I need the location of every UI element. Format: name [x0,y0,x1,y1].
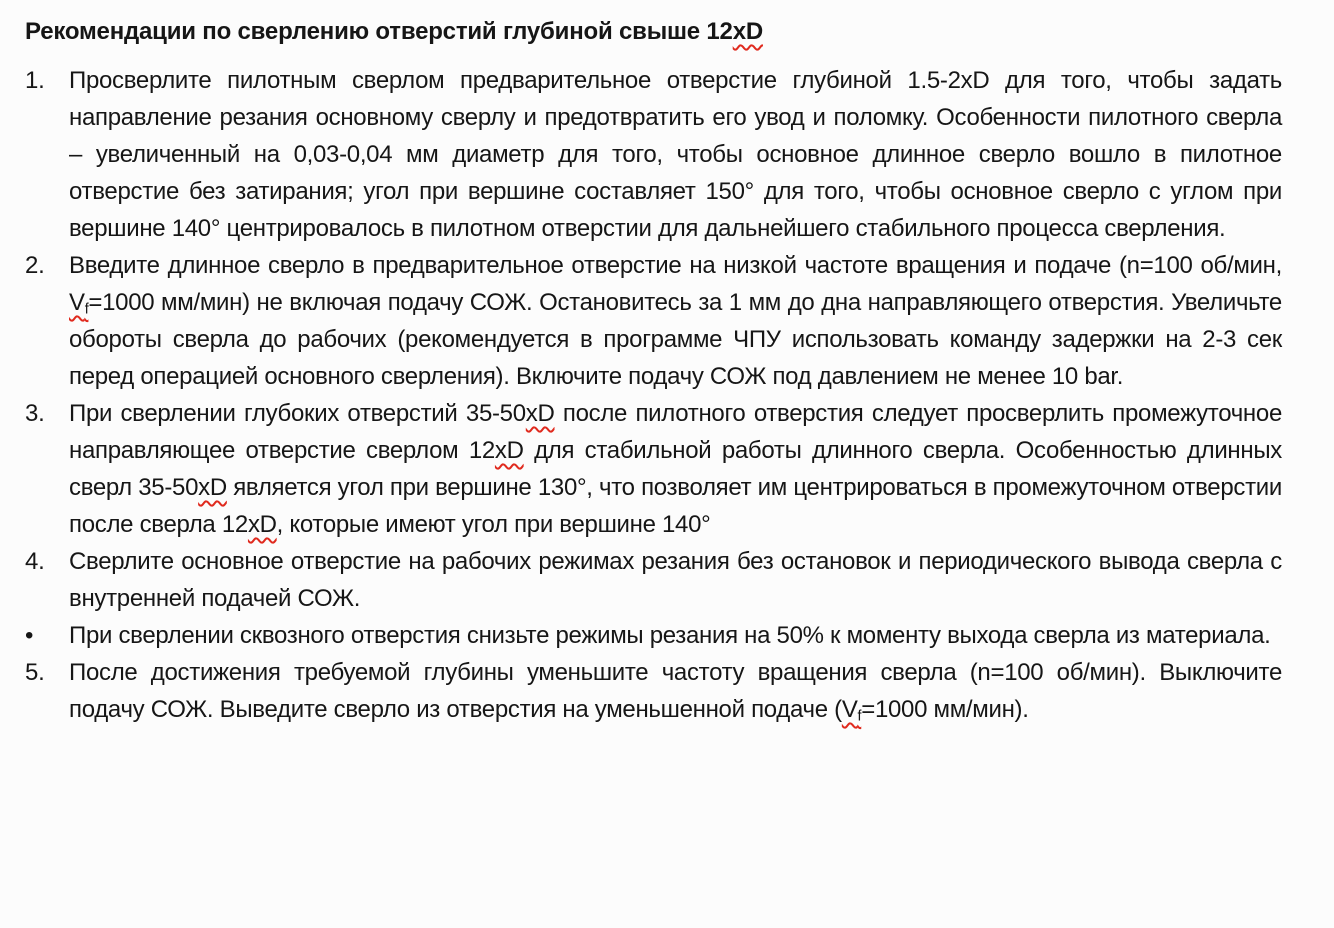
spellcheck-squiggle-text: xD [198,474,227,501]
document-title [25,16,1282,48]
text-segment: Рекомендации по сверлению отверстий глубиной свыше 12 [25,18,733,45]
spellcheck-squiggle-text: V [841,696,858,723]
spellcheck-squiggle-text: xD [525,400,555,427]
list-item-5 [25,654,1282,728]
spellcheck-squiggle-text: xD [732,18,763,45]
list-marker: 4. [25,548,45,575]
list-item-text [69,543,1282,617]
text-segment: , которые имеют угол при вершине 140° [276,511,711,538]
list-marker: 2. [25,252,45,279]
list-item-3 [25,395,1282,543]
text-segment: Введите длинное сверло в предварительное отверстие на низкой частоте вращения и подаче (n=100 об/мин, [69,252,1282,279]
text-segment: после пилотного отверстия следует просверлить промежуточное направляющее отверстие сверлом 12 [69,400,1282,464]
text-segment: При сверлении сквозного отверстия снизьте режимы резания на 50% к моменту выхода сверла из материала. [69,622,1271,649]
text-segment: =1000 мм/мин) не включая подачу СОЖ. Остановитесь за 1 мм до дна направляющего отверстия. Увеличьте обороты сверла до рабочих (рекомендуется в программе ЧПУ использовать команду задержки на 2-3 сек перед операцией основного сверления). Включите подачу СОЖ под давлением не менее 10 bar. [69,289,1282,390]
bullet-marker: • [25,622,34,649]
list-marker: 1. [25,67,45,94]
spellcheck-squiggle-text: xD [494,437,524,464]
text-segment: Просверлите пилотным сверлом предварительное отверстие глубиной 1.5-2xD для того, чтобы задать направление резания основному сверлу и предотвратить его увод и поломку. Особенности пилотного сверла – увеличенный на 0,03-0,04 мм диаметр для того, чтобы основное длинное сверло вошло в пилотное отверстие без затирания; угол при вершине составляет 150° для того, чтобы основное сверло с углом при вершине 140° центрировалось в пилотном отверстии для дальнейшего стабильного процесса сверления. [69,67,1282,242]
text-segment: Сверлите основное отверстие на рабочих режимах резания без остановок и периодического вывода сверла с внутренней подачей СОЖ. [69,548,1282,612]
list-marker: 3. [25,400,45,427]
spellcheck-squiggle-text: f [857,708,862,725]
list-marker: 5. [25,659,45,686]
list-item-text [69,617,1282,654]
list-item-text [69,247,1282,395]
list-item-bullet [25,617,1282,654]
spellcheck-squiggle-text: V [69,289,85,316]
text-segment: является угол при вершине 130°, что позволяет им центрироваться в промежуточном отверстии после сверла 12 [69,474,1282,538]
text-segment: При сверлении глубоких отверстий 35-50 [69,400,526,427]
list-item-4 [25,543,1282,617]
spellcheck-squiggle-text: f [84,301,89,318]
list-item-2 [25,247,1282,395]
list-item-text [69,654,1282,728]
text-segment: После достижения требуемой глубины уменьшите частоту вращения сверла (n=100 об/мин). Выключите подачу СОЖ. Выведите сверло из отверстия на уменьшенной подаче ( [69,659,1282,723]
list-item-text [69,395,1282,543]
text-segment: для стабильной работы длинного сверла. Особенностью длинных сверл 35-50 [69,437,1282,501]
spellcheck-squiggle-text: xD [247,511,277,538]
text-segment: =1000 мм/мин). [861,696,1029,723]
list-item-1 [25,62,1282,247]
recommendations-list [25,62,1282,728]
list-item-text [69,62,1282,247]
